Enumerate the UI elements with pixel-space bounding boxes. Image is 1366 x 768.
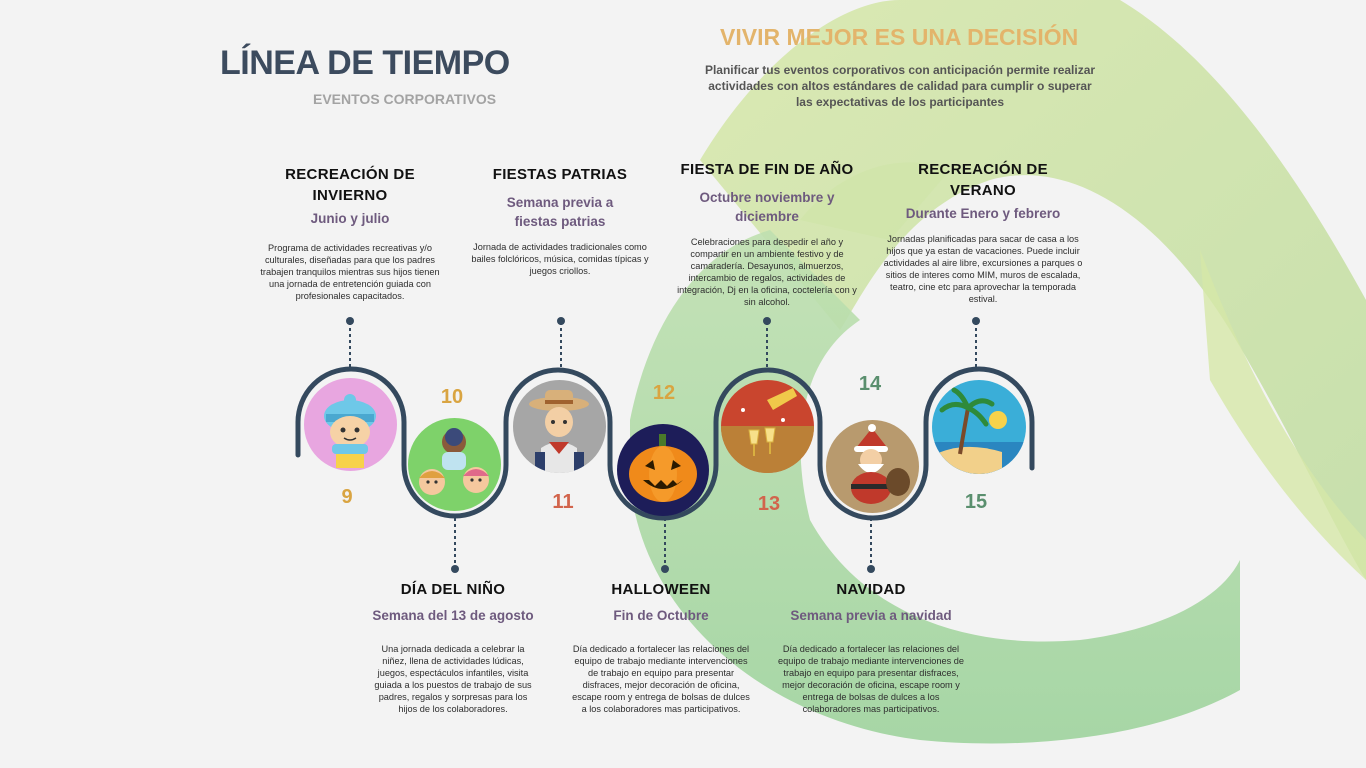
event-description: Jornadas planificadas para sacar de casa a los hijos que ya estan de vacaciones. Puede incluir actividades al aire libre, excursiones a parques o sitios de interes como MIM, muros de escalada, teatro, cine etc para aprovechar la temporada estival.: [883, 234, 1083, 304]
event-number: 13: [757, 493, 781, 515]
event-date: Junio y julio: [310, 211, 390, 226]
event-card-fin-de-ano: [672, 159, 862, 308]
connector-dot: [867, 565, 875, 573]
slogan: VIVIR MEJOR ES UNA DECISIÓN: [720, 24, 1079, 50]
connector-dot: [346, 317, 354, 325]
intro-text: Planificar tus eventos corporativos con anticipación permite realizar actividades con altos estándares de calidad para cumplir o superar las expectativas de los participantes: [704, 63, 1096, 109]
event-title: HALLOWEEN: [611, 581, 711, 598]
page-subtitle: EVENTOS CORPORATIVOS: [313, 91, 497, 107]
event-date: Octubre noviembre y diciembre: [699, 190, 835, 224]
event-description: Jornada de actividades tradicionales como bailes folclóricos, música, comidas típicas y juegos criollos.: [471, 242, 649, 276]
event-number: 10: [440, 386, 464, 408]
event-description: Programa de actividades recreativas y/o culturales, diseñadas para que los padres trabajen tranquilos mientras sus hijos tienen una jornada de entretención guiada con profesionales capacitados.: [260, 243, 440, 301]
champagne-icon: [721, 380, 814, 473]
event-title: FIESTA DE FIN DE AÑO: [680, 161, 854, 178]
event-card-verano: [878, 159, 1088, 305]
event-date: Semana del 13 de agosto: [372, 608, 534, 623]
connector-dot: [763, 317, 771, 325]
connector-dot: [557, 317, 565, 325]
pumpkin-icon: [617, 424, 709, 516]
event-card-dia-del-nino: [362, 579, 544, 715]
event-title: FIESTAS PATRIAS: [492, 166, 628, 183]
connector-dot: [972, 317, 980, 325]
event-number: 9: [341, 486, 353, 508]
event-card-fiestas-patrias: [470, 164, 650, 277]
event-date: Semana previa a fiestas patrias: [506, 195, 614, 229]
event-card-winter: [250, 164, 450, 302]
event-date: Fin de Octubre: [613, 608, 709, 623]
page-title: LÍNEA DE TIEMPO: [220, 44, 510, 82]
event-number: 12: [652, 382, 676, 404]
event-title: RECREACIÓN DE INVIERNO: [285, 166, 415, 204]
event-number: 14: [858, 373, 882, 395]
winter-child-icon: [304, 378, 397, 471]
event-description: Celebraciones para despedir el año y compartir en un ambiente festivo y de camaradería. Desayunos, almuerzos, intercambio de regalos, actividades de integración, Dj en la oficina, coctelería con y sin alcohol.: [677, 237, 857, 307]
event-card-navidad: [778, 579, 964, 715]
event-description: Una jornada dedicada a celebrar la niñez, llena de actividades lúdicas, juegos, espectáculos infantiles, visita guiada a los puestos de trabajo de sus padres, regalos y sorpresas para los hijos de los colaboradores.: [374, 644, 532, 714]
event-number: 11: [552, 491, 574, 513]
event-card-halloween: [570, 579, 752, 715]
event-title: NAVIDAD: [836, 581, 906, 598]
children-icon: [408, 418, 501, 511]
event-number: 15: [964, 491, 988, 513]
huaso-icon: [513, 380, 606, 473]
event-date: Durante Enero y febrero: [905, 206, 1061, 221]
santa-icon: [826, 420, 919, 513]
event-title: DÍA DEL NIÑO: [400, 581, 506, 598]
event-title: RECREACIÓN DE VERANO: [918, 161, 1048, 199]
connector-dot: [661, 565, 669, 573]
connector-dot: [451, 565, 459, 573]
event-description: Día dedicado a fortalecer las relaciones del equipo de trabajo mediante intervenciones de trabajo en equipo para presentar disfraces, mejor decoración de oficina, escape room y entrega de bolsas de dulces a los colaboradores mas participativos.: [572, 644, 750, 714]
event-description: Día dedicado a fortalecer las relaciones del equipo de trabajo mediante intervenciones de trabajo en equipo para presentar disfraces, mejor decoración de oficina, escape room y entrega de bolsas de dulces a los colaboradores mas participativos.: [778, 644, 964, 714]
beach-icon: [932, 380, 1026, 474]
event-date: Semana previa a navidad: [790, 608, 952, 623]
